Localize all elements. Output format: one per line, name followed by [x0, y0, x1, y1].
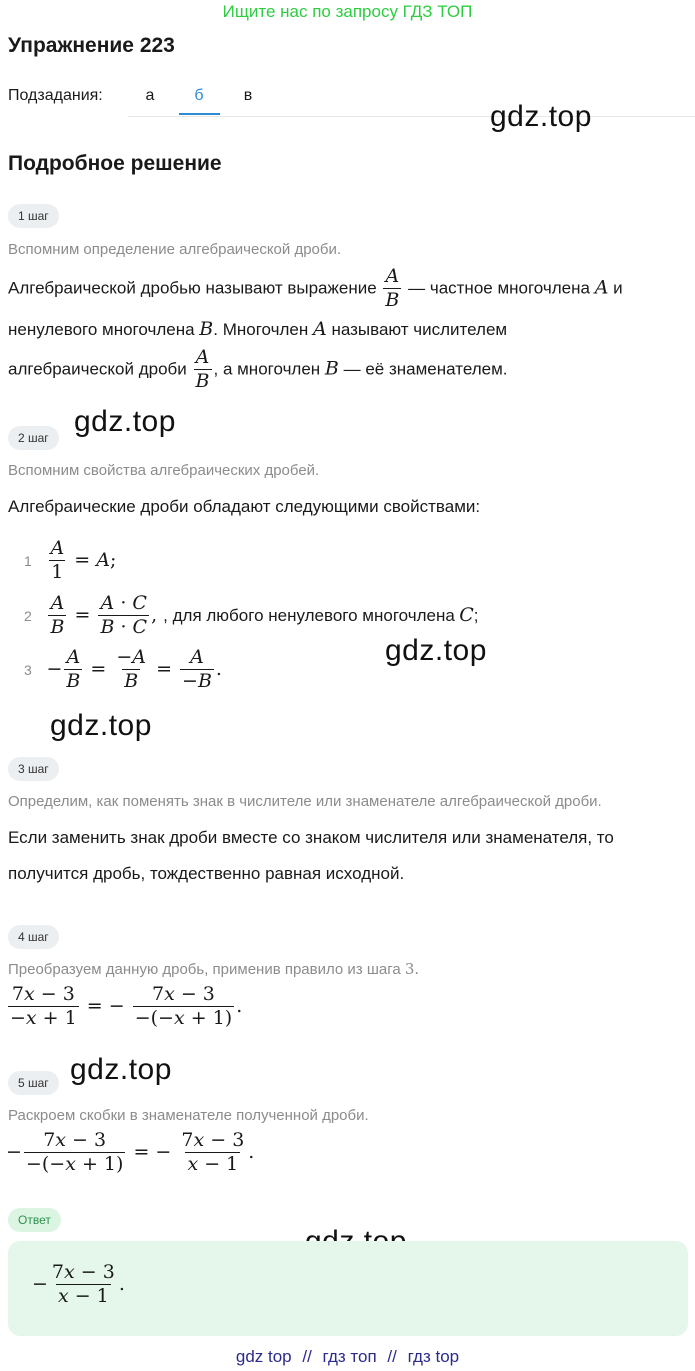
property-3: 3 − $\frac{A}{B}$ = $\frac{-A}{B}$ = $\frac{A}{-B}$ .: [24, 646, 222, 692]
fraction-a-over-b: $\frac{A}{B}$: [385, 265, 400, 311]
watermark: gdz.top: [490, 100, 592, 133]
answer-formula: − $\frac{7x - 3}{x - 1}$ .: [32, 1261, 125, 1307]
footer-links: [0, 1347, 695, 1367]
active-tab-indicator: [179, 113, 220, 115]
subtasks-label: Подзадания:: [8, 87, 103, 104]
footer-separator: //: [387, 1347, 397, 1366]
watermark: gdz.top: [70, 1053, 172, 1086]
step-hint: Определим, как поменять знак в числителе или знаменателе алгебраической дроби.: [8, 793, 602, 810]
step-text-line: ненулевого многочлена B. Многочлен A называют числителем: [8, 318, 508, 340]
step-badge: 4 шаг: [8, 925, 59, 949]
property-2: 2 $\frac{A}{B}$ = $\frac{A \cdot C}{B \cdot C}$ , , для любого ненулевого многочлена C;: [24, 592, 479, 638]
step-badge: 2 шаг: [8, 426, 59, 450]
footer-link[interactable]: гдз топ: [322, 1347, 377, 1366]
search-hint-link[interactable]: Ищите нас по запросу ГДЗ ТОП: [222, 2, 473, 21]
step-5-formula: − $\frac{7x - 3}{-(-x + 1)}$ = − $\frac{7x - 3}{x - 1}$ .: [6, 1129, 255, 1175]
property-1: 1 $\frac{A}{1}$ = A;: [24, 537, 117, 583]
footer-link[interactable]: гдз top: [407, 1347, 460, 1366]
footer-separator: //: [302, 1347, 312, 1366]
section-title: Подробное решение: [8, 152, 222, 175]
answer-badge: Ответ: [8, 1208, 61, 1232]
step-hint: Преобразуем данную дробь, применив правило из шага 3.: [8, 960, 420, 978]
step-badge: 5 шаг: [8, 1071, 59, 1095]
step-badge: 1 шаг: [8, 204, 59, 228]
step-4-formula: $\frac{7x - 3}{-x + 1}$ = − $\frac{7x - 3}{-(-x + 1)}$ .: [10, 983, 243, 1029]
step-text: Алгебраические дроби обладают следующими свойствами:: [8, 497, 481, 516]
step-text-line: получится дробь, тождественно равная исходной.: [8, 864, 405, 883]
step-hint: Раскроем скобки в знаменателе полученной дроби.: [8, 1107, 369, 1124]
footer-link[interactable]: gdz top: [235, 1347, 292, 1366]
fraction-a-over-b: $\frac{A}{B}$: [195, 346, 210, 392]
property-2-formula: $\frac{A}{B}$ = $\frac{A \cdot C}{B \cdot C}$ ,: [50, 592, 158, 638]
tab-v[interactable]: в: [243, 87, 253, 104]
page-title: Упражнение 223: [8, 34, 175, 57]
watermark: gdz.top: [74, 405, 176, 438]
step-text-line: алгебраической дроби $\frac{A}{B}$ , а многочлен B — её знаменателем.: [8, 346, 508, 392]
property-3-formula: − $\frac{A}{B}$ = $\frac{-A}{B}$ = $\frac{A}{-B}$ .: [46, 646, 222, 692]
step-badge: 3 шаг: [8, 757, 59, 781]
step-hint: Вспомним свойства алгебраических дробей.: [8, 462, 320, 479]
watermark: gdz.top: [385, 634, 487, 667]
tab-b[interactable]: б: [194, 87, 204, 104]
step-text-line: Если заменить знак дроби вместе со знаком числителя или знаменателя, то: [8, 828, 614, 847]
step-text-line: Алгебраической дробью называют выражение $\frac{A}{B}$ — частное многочлена A и: [8, 265, 623, 311]
property-1-formula: $\frac{A}{1}$ = A;: [50, 537, 117, 583]
subtasks-tabs: [128, 80, 695, 117]
step-hint: Вспомним определение алгебраической дроби.: [8, 241, 342, 258]
tab-a[interactable]: а: [145, 87, 155, 104]
watermark: gdz.top: [50, 709, 152, 742]
